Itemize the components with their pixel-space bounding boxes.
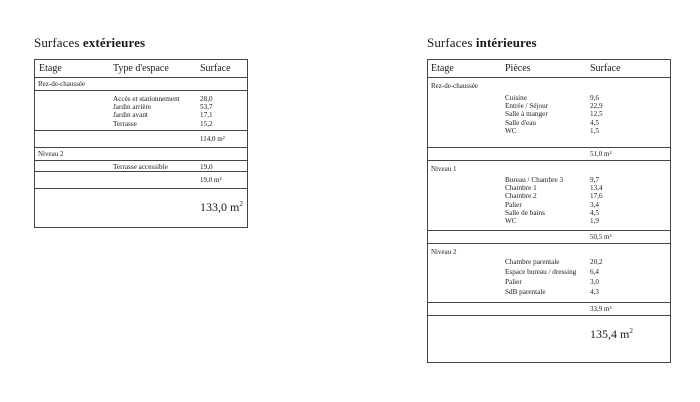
row-value: 4,3 [590, 288, 599, 296]
row-value: 1,5 [590, 126, 599, 135]
interior-header-surface: Surface [590, 63, 621, 74]
row-label: Salle de bains [505, 208, 545, 217]
table-row [428, 119, 670, 127]
row-label: Espace bureau / dressing [505, 268, 577, 276]
row-label: Accès et stationnement [113, 95, 180, 103]
table-row [428, 94, 670, 102]
interior-subtotal-niveau2 [428, 303, 670, 316]
subtotal-value: 19,0 m² [200, 176, 222, 184]
interior-title [427, 35, 537, 51]
row-value: 3,4 [590, 200, 599, 209]
row-value: 3,0 [590, 278, 599, 286]
row-label: WC [505, 216, 517, 225]
exterior-rows-niveau2 [35, 161, 247, 172]
table-row [428, 258, 670, 268]
row-label: Palier [505, 200, 522, 209]
exterior-title-plain: Surfaces [34, 35, 83, 50]
row-label: Terrasse [113, 119, 137, 128]
total-number: 135,4 m [590, 327, 630, 341]
row-label: Jardin avant [113, 111, 148, 120]
row-value: 17,1 [200, 111, 213, 120]
table-row [428, 192, 670, 200]
row-label: Chambre parentale [505, 258, 560, 266]
interior-header-pieces: Pièces [505, 63, 531, 74]
row-label: Terrasse accessible [113, 163, 168, 171]
row-value: 1,9 [590, 216, 599, 225]
row-label: Salle d'eau [505, 118, 537, 127]
row-value: 13,4 [590, 184, 603, 193]
table-row [428, 102, 670, 110]
table-row [428, 209, 670, 217]
interior-header-row [428, 60, 670, 78]
subtotal-value: 51,0 m² [590, 150, 612, 158]
exterior-floor-niveau2 [35, 148, 247, 161]
exterior-title-bold: extérieures [82, 35, 146, 50]
row-value: 19,0 [200, 163, 213, 171]
table-row [35, 111, 247, 119]
table-row [428, 288, 670, 298]
row-label: Chambre 2 [505, 192, 537, 201]
exterior-title [34, 35, 145, 51]
interior-title-plain: Surfaces [427, 35, 476, 50]
table-row [428, 176, 670, 184]
exterior-header-surface: Surface [200, 63, 231, 74]
row-value: 22,9 [590, 102, 603, 111]
exterior-floor-label: Rez-de-chaussée [38, 80, 86, 88]
interior-title-bold: intérieures [475, 35, 537, 50]
subtotal-value: 50,5 m² [590, 233, 612, 241]
table-row [428, 217, 670, 225]
table-row [428, 127, 670, 135]
interior-floor-label: Niveau 1 [431, 165, 457, 173]
row-value: 4,5 [590, 208, 599, 217]
table-row [428, 278, 670, 288]
interior-floor-label: Rez-de-chaussée [431, 82, 479, 90]
interior-total [428, 316, 670, 356]
table-row [428, 110, 670, 118]
exterior-header-row [35, 60, 247, 78]
table-row [35, 120, 247, 128]
total-number: 133,0 m [200, 200, 240, 214]
row-label: WC [505, 126, 517, 135]
exterior-rows-rdc [35, 91, 247, 131]
interior-subtotal-rdc [428, 148, 670, 161]
interior-floor-label: Niveau 2 [431, 248, 457, 256]
interior-group-rdc [428, 78, 670, 148]
exterior-subtotal-rdc [35, 131, 247, 148]
total-exponent: 2 [629, 327, 633, 335]
table-row [428, 268, 670, 278]
table-row [35, 103, 247, 111]
row-label: Bureau / Chambre 3 [505, 176, 564, 184]
row-value: 9,6 [590, 94, 599, 102]
interior-group-niveau2 [428, 244, 670, 303]
subtotal-value: 114,0 m² [200, 135, 225, 143]
interior-table [427, 59, 671, 363]
row-label: Salle à manger [505, 110, 548, 119]
exterior-header-type: Type d'espace [113, 63, 169, 74]
exterior-header-etage: Etage [39, 63, 62, 74]
total-exponent: 2 [239, 200, 243, 208]
table-row [35, 163, 247, 171]
row-label: Chambre 1 [505, 184, 537, 193]
row-value: 28,0 [200, 95, 213, 103]
interior-header-etage: Etage [431, 63, 454, 74]
row-value: 53,7 [200, 103, 213, 112]
exterior-floor-label: Niveau 2 [38, 150, 64, 158]
row-value: 6,4 [590, 268, 599, 276]
row-label: Cuisine [505, 94, 527, 102]
exterior-total [35, 189, 247, 219]
exterior-table [34, 59, 248, 228]
row-label: Palier [505, 278, 522, 286]
row-label: Entrée / Séjour [505, 102, 549, 111]
interior-group-niveau1 [428, 161, 670, 231]
row-value: 20,2 [590, 258, 603, 266]
table-row [428, 184, 670, 192]
row-label: SdB parentale [505, 288, 546, 296]
row-value: 9,7 [590, 176, 599, 184]
row-value: 17,6 [590, 192, 603, 201]
table-row [35, 95, 247, 103]
interior-subtotal-niveau1 [428, 231, 670, 244]
exterior-total-value [200, 200, 243, 215]
table-row [428, 201, 670, 209]
interior-total-value [590, 327, 633, 342]
row-label: Jardin arrière [113, 103, 152, 112]
exterior-subtotal-niveau2 [35, 172, 247, 189]
row-value: 15,2 [200, 119, 213, 128]
exterior-floor-rdc [35, 78, 247, 91]
subtotal-value: 33,9 m² [590, 305, 612, 313]
row-value: 4,5 [590, 118, 599, 127]
row-value: 12,5 [590, 110, 603, 119]
